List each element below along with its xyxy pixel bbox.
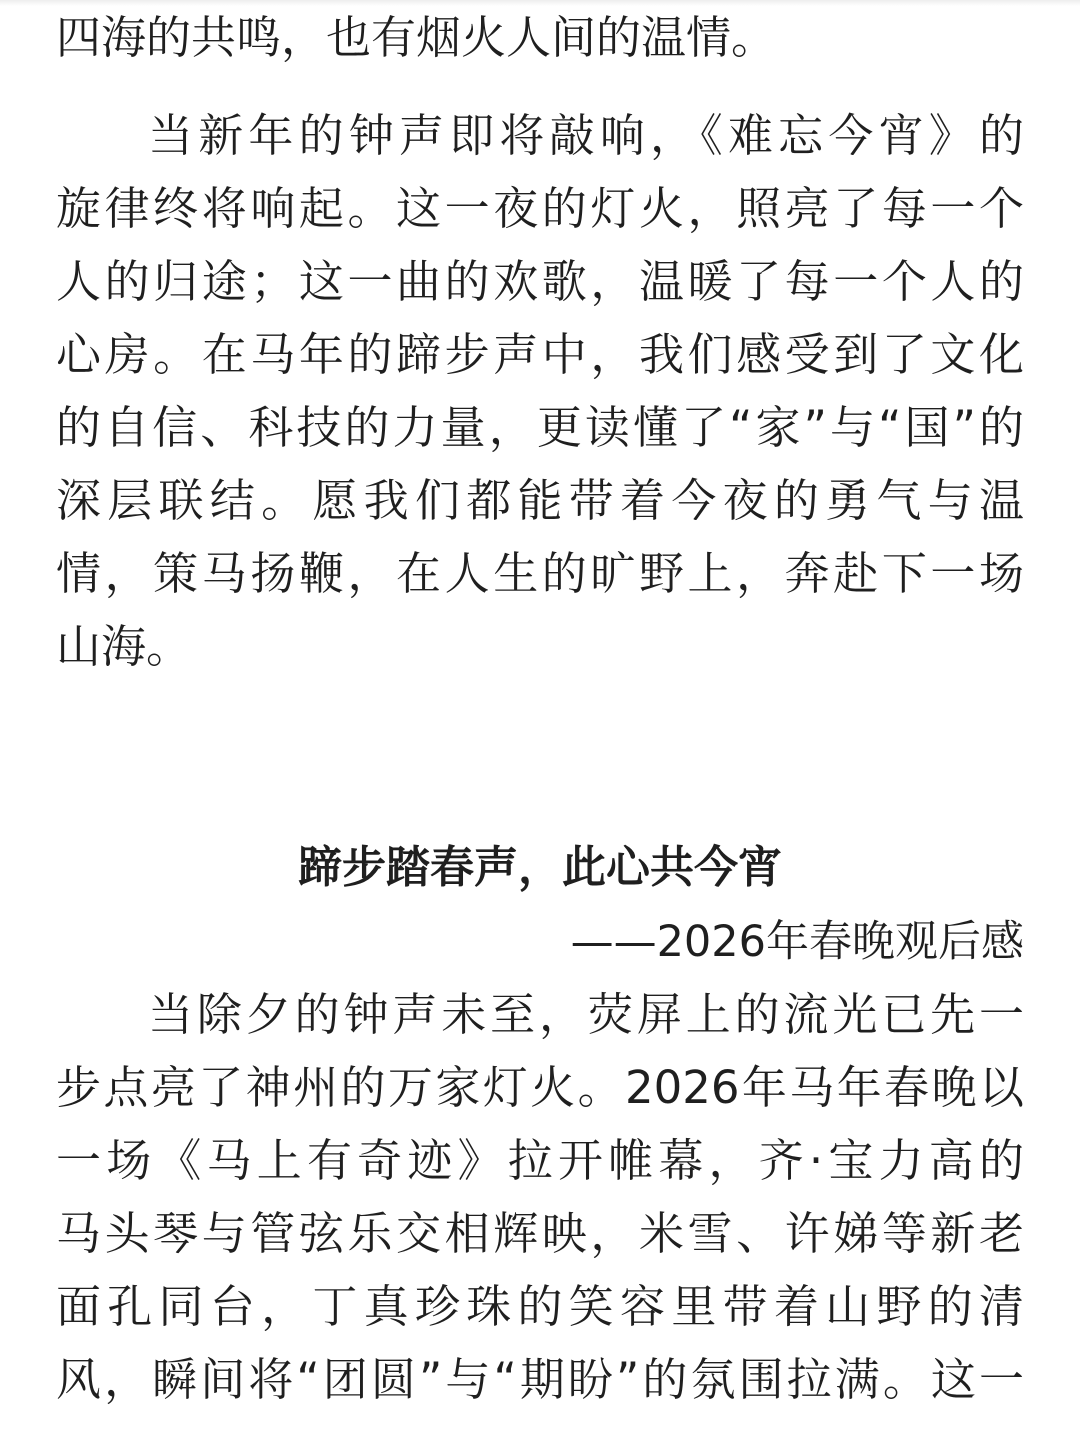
paragraph-line: 山海。	[56, 620, 192, 673]
paragraph-line: 风，瞬间将“团圆”与“期盼”的氛围拉满。这一	[56, 1353, 1024, 1406]
paragraph-line: 当新年的钟声即将敲响，《难忘今宵》的	[148, 109, 1024, 162]
paragraph-line: 面孔同台，丁真珍珠的笑容里带着山野的清	[56, 1280, 1024, 1333]
paragraph-line: 当除夕的钟声未至，荧屏上的流光已先一	[148, 988, 1024, 1041]
paragraph-line: 一场《马上有奇迹》拉开帷幕，齐·宝力高的	[56, 1134, 1024, 1187]
paragraph-line: 深层联结。愿我们都能带着今夜的勇气与温	[56, 474, 1024, 527]
paragraph-line: 的自信、科技的力量，更读懂了“家”与“国”的	[56, 401, 1024, 454]
paragraph-line: 马头琴与管弦乐交相辉映，米雪、许娣等新老	[56, 1207, 1024, 1260]
paragraph-line: 人的归途；这一曲的欢歌，温暖了每一个人的	[56, 255, 1024, 308]
article-title: 蹄步踏春声，此心共今宵	[298, 842, 782, 893]
paragraph-line: 心房。在马年的蹄步声中，我们感受到了文化	[56, 328, 1024, 381]
paragraph-line: 步点亮了神州的万家灯火。2026年马年春晚以	[56, 1061, 1024, 1114]
paragraph-line: 旋律终将响起。这一夜的灯火，照亮了每一个	[56, 182, 1024, 235]
article-page	[56, 0, 1024, 1433]
article-subtitle: ——2026年春晚观后感	[570, 917, 1024, 967]
paragraph-line: 情，策马扬鞭，在人生的旷野上，奔赴下一场	[56, 547, 1024, 600]
paragraph-line: 四海的共鸣，也有烟火人间的温情。	[56, 11, 777, 64]
